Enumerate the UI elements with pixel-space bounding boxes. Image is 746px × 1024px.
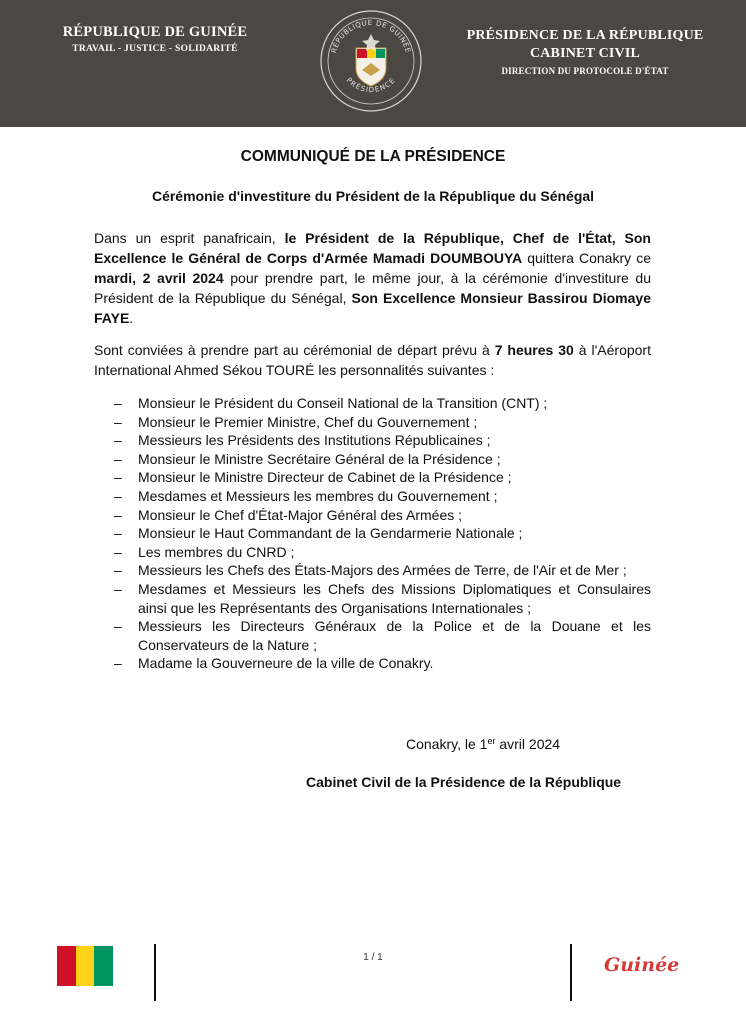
list-item-text: Monsieur le Haut Commandant de la Gendarmerie Nationale ; (138, 525, 523, 542)
paragraph-run: mardi, 2 avril 2024 (94, 270, 224, 286)
paragraph-run: 7 heures 30 (494, 342, 574, 358)
header-banner (0, 0, 746, 127)
page-number: 1 / 1 (363, 952, 383, 963)
list-item-text: Monsieur le Ministre Secrétaire Général de la Présidence ; (138, 450, 501, 467)
list-dash: – (114, 543, 122, 560)
header-right (440, 28, 730, 76)
paragraph-run: quittera Conakry ce (522, 250, 651, 266)
flag-stripe (57, 946, 76, 986)
list-item (114, 413, 651, 432)
presidency-name: PRÉSIDENCE DE LA RÉPUBLIQUE (466, 28, 704, 43)
list-dash: – (114, 487, 122, 504)
list-dash: – (114, 395, 122, 411)
list-item (114, 394, 651, 413)
flag-stripe (94, 946, 113, 986)
list-item-text: Les membres du CNRD ; (138, 543, 295, 560)
paragraph-run: Son Excellence Monsieur Bassirou Diomaye FAYE (94, 290, 651, 326)
list-item (114, 487, 651, 506)
list-dash: – (114, 432, 122, 449)
list-item (114, 543, 651, 562)
seal-bottom-text: PRÉSIDENCE (344, 76, 398, 95)
list-dash: – (114, 413, 122, 430)
list-item (114, 561, 651, 580)
list-item-text: Monsieur le Premier Ministre, Chef du Gouvernement ; (138, 413, 478, 430)
coat-of-arms-icon (318, 8, 424, 114)
footer-divider-left (154, 944, 156, 1001)
list-item-text: Monsieur le Chef d'État-Major Général des Armées ; (138, 506, 463, 523)
paragraph-run: . (129, 310, 134, 326)
list-item (114, 654, 651, 673)
attendees-list (114, 394, 651, 673)
list-dash: – (114, 562, 122, 579)
list-dash: – (114, 580, 122, 597)
list-item-text: Messieurs les Chefs des États-Majors des Armées de Terre, de l'Air et de Mer ; (138, 562, 627, 579)
paragraph-run: Sont conviées à prendre part au cérémonial de départ prévu à (94, 342, 495, 358)
list-dash: – (114, 525, 122, 542)
list-item-text: Mesdames et Messieurs les membres du Gouvernement ; (138, 487, 498, 504)
document-title: COMMUNIQUÉ DE LA PRÉSIDENCE (240, 148, 506, 165)
list-item-text: Madame la Gouverneure de la ville de Conakry. (138, 655, 434, 672)
list-item (114, 580, 651, 617)
paragraph-run: le Président de la République, Chef de l'État, Son Excellence le Général de Corps d'Armée Mamadi DOUMBOUYA (94, 230, 651, 266)
footer-divider-right (570, 944, 572, 1001)
signature: Cabinet Civil de la Présidence de la République (306, 774, 622, 790)
list-item (114, 468, 651, 487)
list-dash: – (114, 655, 122, 672)
flag-stripe (76, 946, 95, 986)
paragraph-run: à l'Aéroport International Ahmed Sékou TOURÉ les personnalités suivantes : (94, 342, 651, 378)
cabinet-name: CABINET CIVIL (529, 46, 641, 61)
list-item-text: Mesdames et Messieurs les Chefs des Missions Diplomatiques et Consulaires ainsi que les Représentants des Organisations Internationales ; (138, 580, 651, 616)
list-dash: – (114, 618, 122, 635)
date-prefix: Conakry, le 1 (406, 736, 488, 752)
list-item-text: Monsieur le Ministre Directeur de Cabinet de la Présidence ; (138, 469, 512, 486)
list-item (114, 450, 651, 469)
list-item-text: Monsieur le Président du Conseil National de la Transition (CNT) ; (138, 395, 548, 411)
list-item (114, 524, 651, 543)
country-name: RÉPUBLIQUE DE GUINÉE (62, 24, 248, 40)
list-dash: – (114, 506, 122, 523)
date-suffix: avril 2024 (495, 736, 561, 752)
guinee-logo: Guinée (604, 954, 680, 976)
paragraph-run: pour prendre part, le même jour, à la cérémonie d'investiture du Président de la République du Sénégal, (94, 270, 651, 306)
seal-top-text: RÉPUBLIQUE DE GUINÉE (329, 18, 413, 54)
paragraph-run: Dans un esprit panafricain, (94, 230, 285, 246)
country-motto: TRAVAIL - JUSTICE - SOLIDARITÉ (72, 44, 238, 54)
paragraph-2 (94, 340, 651, 380)
list-dash: – (114, 469, 122, 486)
paragraph-1 (94, 228, 651, 328)
list-item-text: Messieurs les Directeurs Généraux de la Police et de la Douane et les Conservateurs de la Nature ; (138, 618, 651, 653)
list-item (114, 431, 651, 450)
header-left (30, 24, 280, 54)
list-dash: – (114, 450, 122, 467)
place-date (406, 736, 560, 752)
list-item-text: Messieurs les Présidents des Institutions Républicaines ; (138, 432, 491, 449)
list-item (114, 617, 651, 654)
document-subtitle: Cérémonie d'investiture du Président de la République du Sénégal (151, 188, 595, 204)
guinea-flag-icon (57, 946, 113, 986)
protocol-direction: DIRECTION DU PROTOCOLE D'ÉTAT (501, 66, 669, 76)
date-sup: er (487, 736, 496, 746)
list-item (114, 506, 651, 525)
